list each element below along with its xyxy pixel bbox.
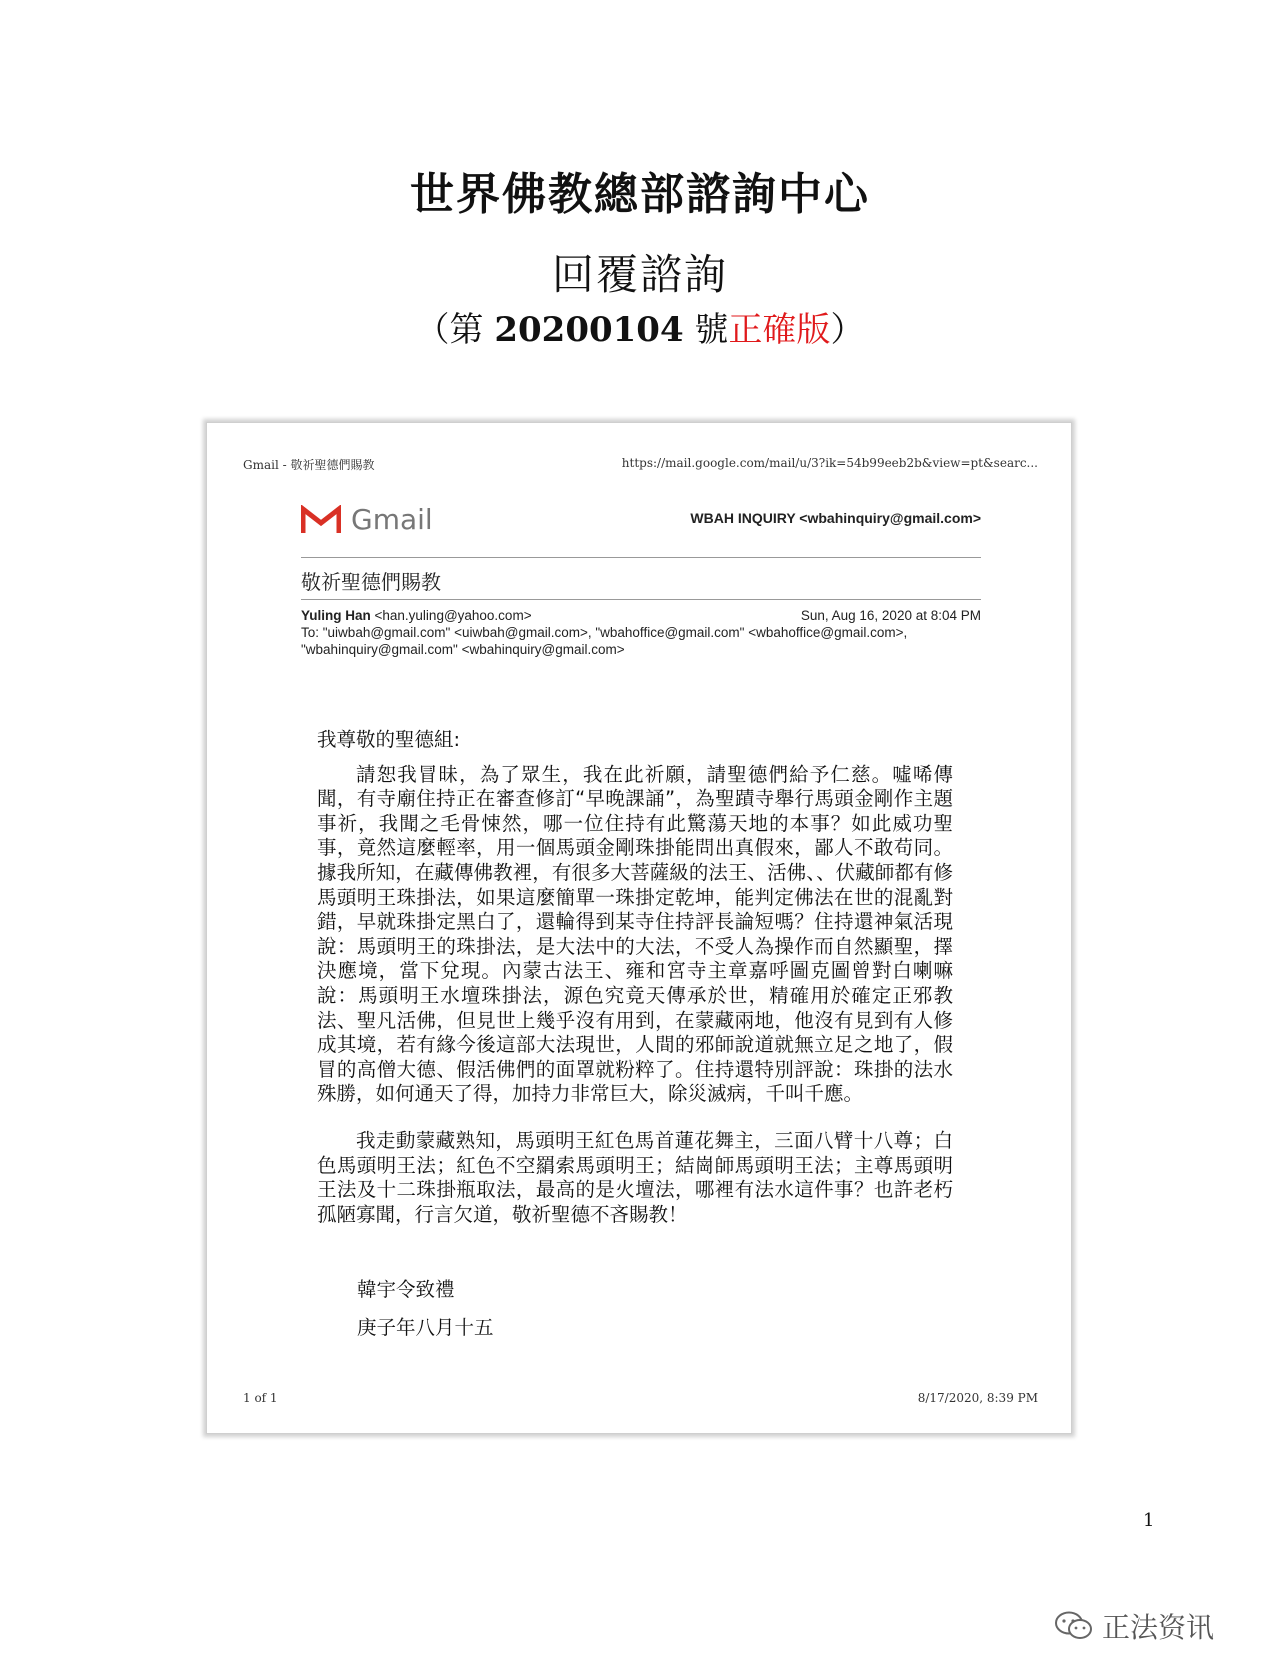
signature-block [317,1271,494,1347]
print-footer-page: 1 of 1 [243,1391,278,1405]
print-footer-timestamp: 8/17/2020, 8:39 PM [917,1391,1038,1405]
email-body [317,728,953,1249]
signature-date: 庚子年八月十五 [357,1316,494,1339]
document-subtitle: 回覆諮詢 [551,250,728,299]
email-subject: 敬祈聖德們賜教 [301,570,441,594]
recipients-line-2: "wbahinquiry@gmail.com" <wbahinquiry@gmail.com> [301,642,625,657]
page-number: 1 [1143,1510,1155,1531]
watermark-text: 正法资讯 [1102,1611,1215,1644]
divider [301,599,981,600]
recipients-line-1: To: "uiwbah@gmail.com" <uiwbah@gmail.com>, "wbahoffice@gmail.com" <wbahoffice@gmail.com>, [301,625,908,640]
email-paragraph-1: 請恕我冒昧，為了眾生，我在此祈願，請聖德們給予仁慈。噓唏傳聞，有寺廟住持正在審查修訂“早晚課誦”，為聖蹟寺舉行馬頭金剛作主題事祈，我聞之毛骨悚然，哪一位住持有此驚蕩天地的本事？如此威功聖事，竟然這麼輕率，用一個馬頭金剛珠掛能問出真假來，鄙人不敢苟同。據我所知，在藏傳佛教裡，有很多大菩薩級的法王、活佛、、伏藏師都有修馬頭明王珠掛法，如果這麼簡單一珠掛定乾坤，能判定佛法在世的混亂對錯，早就珠掛定黑白了，還輪得到某寺住持評長論短嗎？住持還神氣活現說：馬頭明王的珠掛法，是大法中的大法，不受人為操作而自然顯聖，擇決應境，當下兌現。內蒙古法王、雍和宮寺主章嘉呼圖克圖曾對白喇嘛說：馬頭明王水壇珠掛法，源色究竟天傳承於世，精確用於確定正邪教法、聖凡活佛，但見世上幾乎沒有用到，在蒙藏兩地，他沒有見到有人修成其境，若有緣今後這部大法現世，人間的邪師說道就無立足之地了，假冒的高僧大德、假活佛們的面罩就粉粹了。住持還特別評說：珠掛的法水殊勝，如何通天了得，加持力非常巨大，除災滅病，千叫千應。 [317,762,953,1106]
document-number-line [0,302,1280,351]
print-header-url: https://mail.google.com/mail/u/3?ik=54b99eeb2b&view=pt&searc... [621,456,1038,470]
sender-name: Yuling Han [301,608,371,623]
number-prefix: （第 [415,310,495,350]
number-mid: 號 [683,310,729,350]
document-title: 世界佛教總部諮詢中心 [410,169,870,220]
watermark [1054,1606,1214,1646]
wechat-icon [1054,1610,1094,1642]
sender-email: <han.yuling@yahoo.com> [370,608,532,623]
document-number: 20200104 [494,310,684,350]
scanned-email-printout [206,422,1072,1434]
gmail-m-icon [301,505,341,535]
correct-version-label: 正確版 [728,310,831,350]
account-address: WBAH INQUIRY <wbahinquiry@gmail.com> [690,510,981,526]
email-meta [301,607,981,658]
number-suffix: ） [830,310,865,350]
divider [301,557,981,558]
gmail-logo [301,503,433,536]
email-greeting: 我尊敬的聖德組: [317,728,461,751]
email-paragraph-2: 我走動蒙藏熟知，馬頭明王紅色馬首蓮花舞主，三面八臂十八尊；白色馬頭明王法；紅色不空羂索馬頭明王；結崗師馬頭明王法；主尊馬頭明王法及十二珠掛瓶取法，最高的是火壇法，哪裡有法水這件事？也許老朽孤陋寡聞，行言欠道，敬祈聖德不吝賜教！ [317,1128,953,1226]
gmail-logo-text: Gmail [351,503,433,536]
print-header-title: Gmail - 敬祈聖德們賜教 [243,458,375,472]
signature: 韓宇令致禮 [357,1278,455,1301]
email-date: Sun, Aug 16, 2020 at 8:04 PM [800,608,981,623]
